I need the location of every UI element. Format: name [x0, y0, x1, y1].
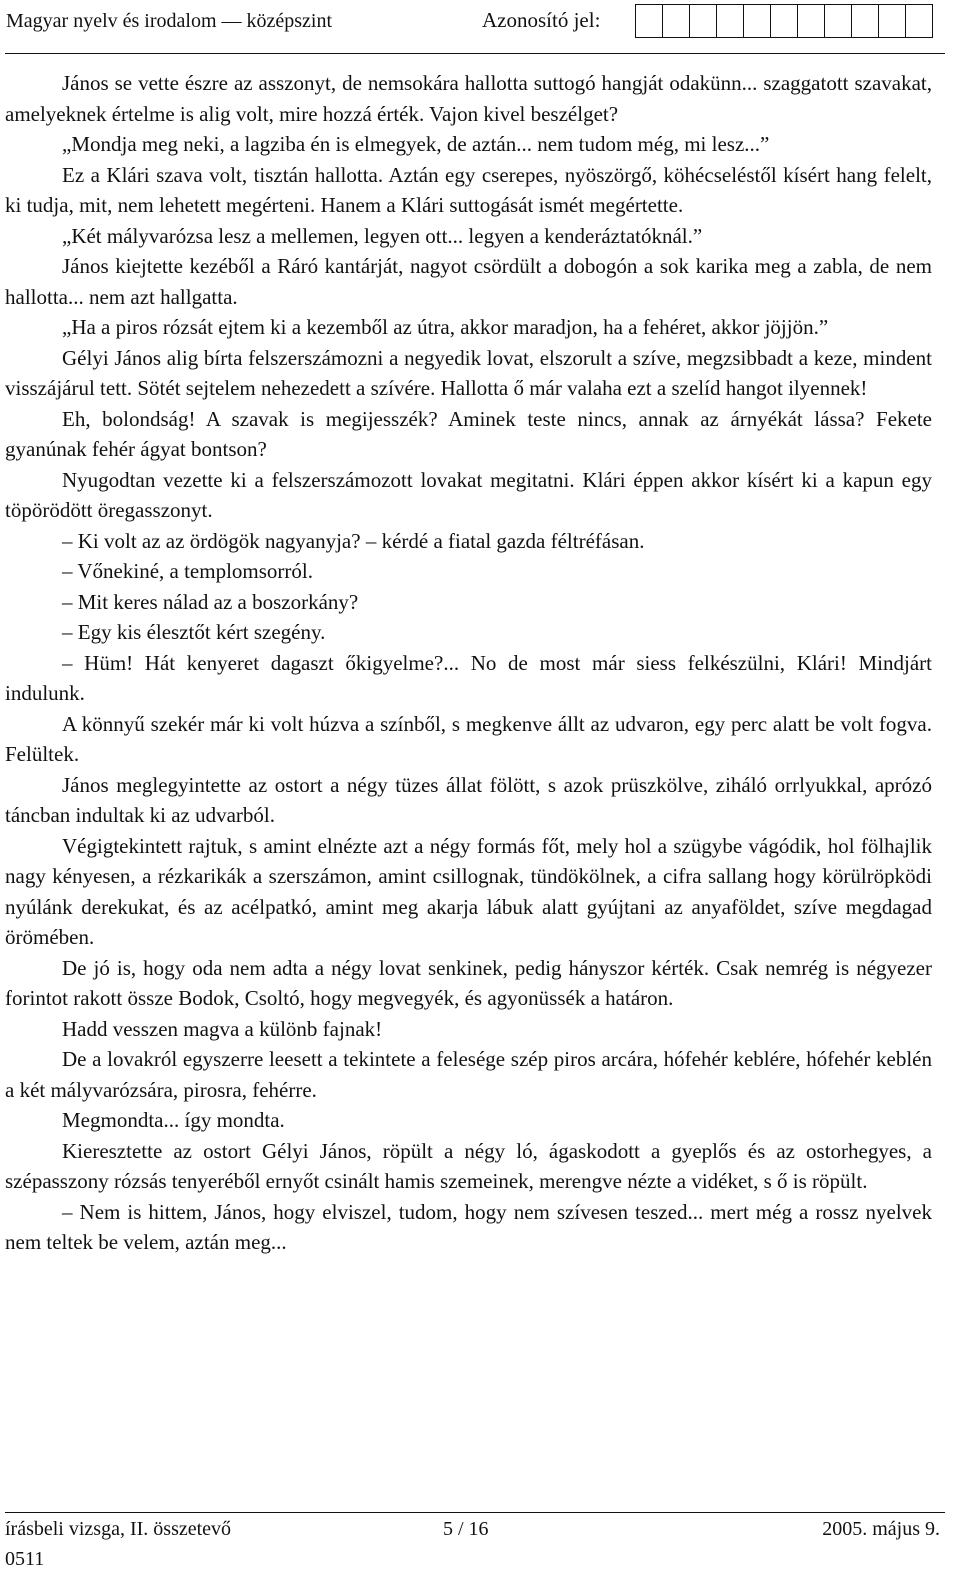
paragraph: – Ki volt az az ördögök nagyanyja? – kérdé a fiatal gazda féltréfásan. — [62, 528, 645, 553]
paragraph: – Vőnekiné, a templomsorról. — [62, 559, 313, 583]
paragraph: Hadd vesszen magva a különb fajnak! — [62, 1016, 383, 1041]
paragraph: Gélyi János alig bírta felszerszámozni a negyedik lovat, elszorult a szíve, megzsibbadt a keze, mindent visszájárul tett. Sötét sejtelem nehezedett a szívére. Hallotta ő már valaha ezt a szelíd hangot ilyennek! — [5, 345, 932, 400]
id-label: Azonosító jel: — [482, 8, 601, 32]
footer-divider — [5, 1512, 945, 1513]
paragraph: János meglegyintette az ostort a négy tüzes állat fölött, s azok prüszkölve, ziháló orrlyukkal, aprózó táncban indultak ki az udvarból. — [5, 772, 932, 827]
paragraph: – Hüm! Hát kenyeret dagaszt őkigyelme?... No de most már siess felkészülni, Klári! Mindjárt indulunk. — [5, 650, 932, 705]
paragraph: „Két mályvarózsa lesz a mellemen, legyen ott... legyen a kenderáztatóknál.” — [62, 223, 703, 248]
id-box[interactable] — [716, 4, 744, 38]
paragraph: De jó is, hogy oda nem adta a négy lovat senkinek, pedig hányszor kérték. Csak nemrég is négyezer forintot rakott össze Bodok, Csoltó, hogy megvegyék, és agyonüssék a határon. — [5, 955, 932, 1010]
paragraph: – Mit keres nálad az a boszorkány? — [62, 589, 359, 614]
paragraph: János se vette észre az asszonyt, de nemsokára hallotta suttogó hangját odakünn... szaggatott szavakat, amelyeknek értelme is alig volt, mire hozzá érték. Vajon kivel beszélget? — [5, 71, 932, 126]
header-divider — [5, 53, 945, 54]
exam-name: írásbeli vizsga, II. összetevő — [5, 1518, 232, 1540]
paragraph: A könnyű szekér már ki volt húzva a színből, s megkenve állt az udvaron, egy perc alatt be volt fogva. Felültek. — [5, 711, 932, 766]
paragraph: Kieresztette az ostort Gélyi János, röpült a négy ló, ágaskodott a gyeplős és az ostorhegyes, a szépasszony rózsás tenyeréből ernyőt csinált hamis szemeinek, merengve nézte a vidéket, s ő is röpült. — [5, 1138, 932, 1193]
paragraph: „Ha a piros rózsát ejtem ki a kezemből az útra, akkor maradjon, ha a fehéret, akkor jöjjön.” — [62, 315, 829, 339]
paragraph: De a lovakról egyszerre leesett a tekintete a felesége szép piros arcára, hófehér keblére, hófehér keblén a két mályvarózsára, pirosra, fehérre. — [5, 1047, 932, 1102]
id-box[interactable] — [770, 4, 798, 38]
paragraph: Végigtekintett rajtuk, s amint elnézte azt a négy formás főt, mely hol a szügybe vágódik, hol fölhajlik nagy kényesen, a rézkarikák a szerszámon, amint csillognak, tündökölnek, a cifra sallang hogy körülröpködi nyúlánk derekukat, és az acélpatkó, amint meg akarja lábuk alatt gyújtani az anyaföldet, szíve megdagad örömében. — [5, 833, 932, 949]
id-boxes — [636, 4, 933, 38]
id-box[interactable] — [662, 4, 690, 38]
id-box[interactable] — [743, 4, 771, 38]
id-box[interactable] — [689, 4, 717, 38]
literary-text — [5, 68, 932, 1258]
paragraph: János kiejtette kezéből a Ráró kantárját, nagyot csördült a dobogón a sok karika meg a zabla, de nem hallotta... nem azt hallgatta. — [5, 254, 932, 309]
paragraph: Nyugodtan vezette ki a felszerszámozott lovakat megitatni. Klári éppen akkor kísért ki a kapun egy töpörödött öregasszonyt. — [5, 467, 932, 522]
id-box[interactable] — [824, 4, 852, 38]
page-header — [0, 0, 960, 58]
exam-date: 2005. május 9. — [822, 1518, 940, 1540]
paragraph: Eh, bolondság! A szavak is megijesszék? Aminek teste nincs, annak az árnyékát lássa? Fekete gyanúnak fehér ágyat bontson? — [5, 406, 932, 461]
paragraph: Ez a Klári szava volt, tisztán hallotta. Aztán egy cserepes, nyöszörgő, köhécseléstől kísért hang felelt, ki tudja, mit, nem lehetett megérteni. Hanem a Klári suttogását ismét megértette. — [5, 162, 932, 217]
page-number: 5 / 16 — [443, 1518, 489, 1540]
paragraph: „Mondja meg neki, a lagziba én is elmegyek, de aztán... nem tudom még, mi lesz...” — [62, 132, 770, 156]
exam-code: 0511 — [5, 1548, 45, 1570]
paragraph: – Egy kis élesztőt kért szegény. — [62, 620, 326, 644]
id-box[interactable] — [851, 4, 879, 38]
paragraph: Megmondta... így mondta. — [62, 1108, 285, 1132]
id-box[interactable] — [797, 4, 825, 38]
subject-title: Magyar nyelv és irodalom — középszint — [6, 10, 333, 32]
id-box[interactable] — [878, 4, 906, 38]
id-box[interactable] — [905, 4, 933, 38]
paragraph: – Nem is hittem, János, hogy elviszel, tudom, hogy nem szívesen teszed... mert még a rossz nyelvek nem teltek be velem, aztán meg... — [5, 1199, 932, 1254]
id-box[interactable] — [635, 4, 663, 38]
